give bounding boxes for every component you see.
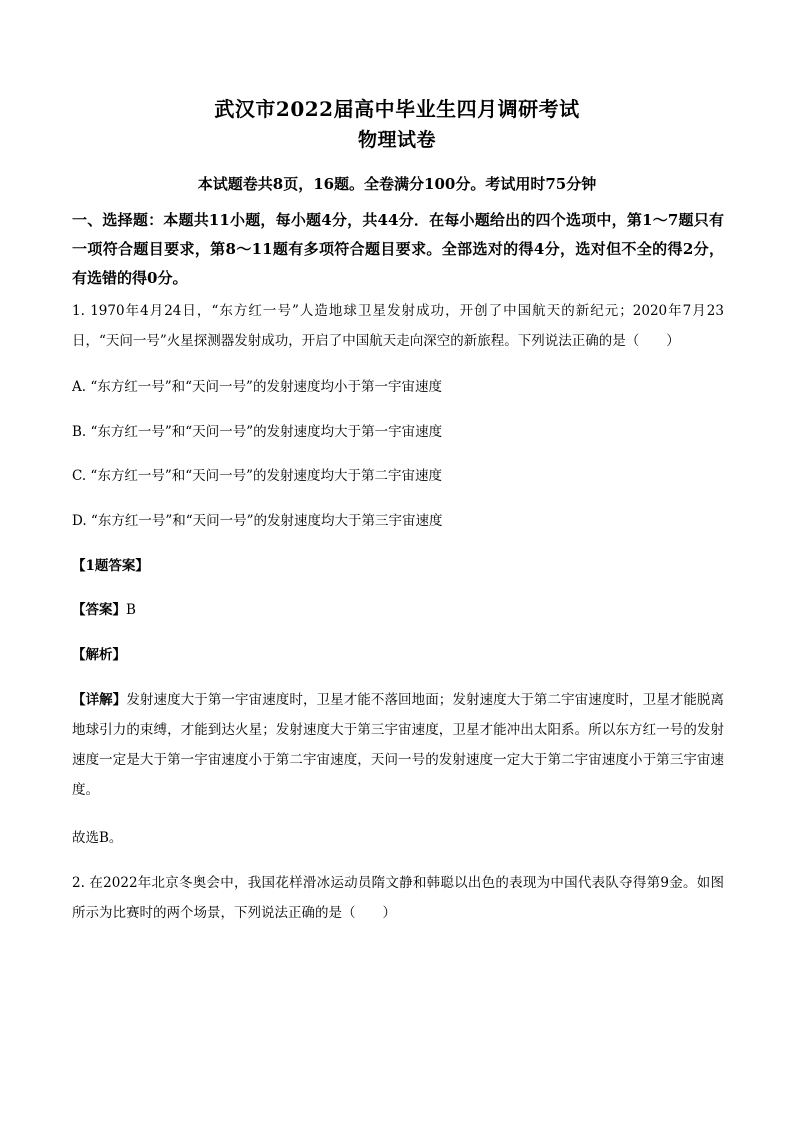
question-1-option-c: C. “东方红一号”和“天问一号”的发射速度均大于第二宇宙速度 bbox=[72, 468, 443, 484]
answer-value: B bbox=[126, 602, 136, 618]
question-1-detail bbox=[72, 685, 724, 805]
question-1-analysis-tag: 【解析】 bbox=[72, 647, 126, 663]
question-1-answer bbox=[72, 600, 136, 620]
answer-label: 【答案】 bbox=[72, 602, 126, 618]
detail-label: 【详解】 bbox=[72, 692, 127, 708]
section-heading: 一、选择题：本题共11小题，每小题4分，共44分．在每小题给出的四个选项中，第1～7题只有一项符合题目要求，第8～11题有多项符合题目要求。全部选对的得4分，选对但不全的得2分，有选错的得0分。 bbox=[72, 211, 724, 287]
subject-title: 物理试卷 bbox=[357, 129, 436, 151]
exam-title: 武汉市2022届高中毕业生四月调研考试 bbox=[214, 97, 580, 121]
question-1-answer-tag: 【1题答案】 bbox=[72, 558, 149, 574]
question-2-stem: 2. 在2022年北京冬奥会中，我国花样滑冰运动员隋文静和韩聪以出色的表现为中国代表队夺得第9金。如图所示为比赛时的两个场景，下列说法正确的是（ ） bbox=[72, 875, 724, 921]
question-1-stem: 1. 1970年4月24日，“东方红一号”人造地球卫星发射成功，开创了中国航天的新纪元；2020年7月23日，“天问一号”火星探测器发射成功，开启了中国航天走向深空的新旅程。下列说法正确的是（ ） bbox=[72, 303, 724, 349]
detail-text: 发射速度大于第一宇宙速度时，卫星才能不落回地面；发射速度大于第二宇宙速度时，卫星才能脱离地球引力的束缚，才能到达火星；发射速度大于第三宇宙速度，卫星才能冲出太阳系。所以东方红一号的发射速度一定是大于第一宇宙速度小于第二宇宙速度，天问一号的发射速度一定大于第二宇宙速度小于第三宇宙速度。 bbox=[72, 692, 725, 798]
question-1-option-d: D. “东方红一号”和“天问一号”的发射速度均大于第三宇宙速度 bbox=[72, 513, 443, 529]
exam-info: 本试题卷共8页，16题。全卷满分100分。考试用时75分钟 bbox=[197, 175, 597, 193]
question-1-option-a: A. “东方红一号”和“天问一号”的发射速度均小于第一宇宙速度 bbox=[72, 379, 442, 395]
question-1-conclusion: 故选B。 bbox=[72, 830, 123, 846]
question-1-option-b: B. “东方红一号”和“天问一号”的发射速度均大于第一宇宙速度 bbox=[72, 424, 443, 440]
